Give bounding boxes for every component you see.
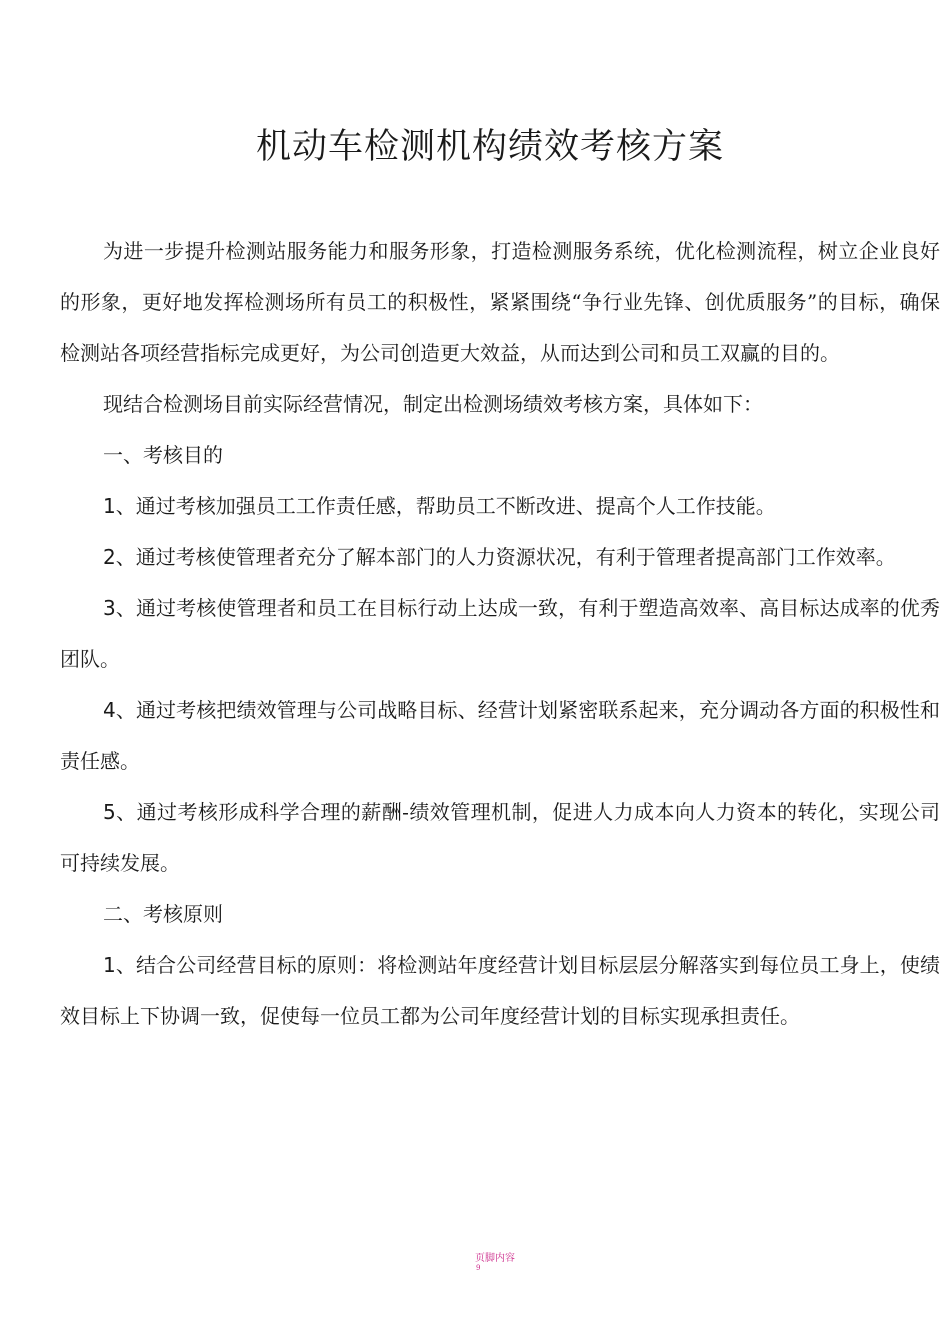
item-text: 、通过考核加强员工工作责任感，帮助员工不断改进、提高个人工作技能。 xyxy=(115,494,776,518)
footer-page-mark: 9 xyxy=(476,1264,481,1272)
document-title: 机动车检测机构绩效考核方案 xyxy=(255,127,724,167)
purpose-item-2 xyxy=(60,532,940,583)
purpose-item-5 xyxy=(60,787,940,889)
section-heading-principles: 二、考核原则 xyxy=(103,902,223,926)
purpose-item-3 xyxy=(60,583,940,685)
item-text: 、通过考核使管理者充分了解本部门的人力资源状况，有利于管理者提高部门工作效率。 xyxy=(115,545,896,569)
item-text: 、通过考核使管理者和员工在目标行动上达成一致，有利于塑造高效率、高目标达成率的优秀团队。 xyxy=(60,596,940,671)
item-number: 3 xyxy=(103,596,116,620)
item-number: 4 xyxy=(103,698,116,722)
item-text: 、通过考核把绩效管理与公司战略目标、经营计划紧密联系起来，充分调动各方面的积极性和责任感。 xyxy=(60,698,940,773)
item-number: 2 xyxy=(103,545,116,569)
intro-paragraph: 为进一步提升检测站服务能力和服务形象，打造检测服务系统，优化检测流程，树立企业良好的形象，更好地发挥检测场所有员工的积极性，紧紧围绕“争行业先锋、创优质服务”的目标，确保检测站各项经营指标完成更好，为公司创造更大效益，从而达到公司和员工双赢的目的。 xyxy=(60,239,940,365)
purpose-item-1 xyxy=(60,481,940,532)
item-text: 、结合公司经营目标的原则：将检测站年度经营计划目标层层分解落实到每位员工身上，使绩效目标上下协调一致，促使每一位员工都为公司年度经营计划的目标实现承担责任。 xyxy=(60,953,940,1028)
item-number: 5 xyxy=(103,800,116,824)
principle-item-1 xyxy=(60,940,940,1042)
item-number: 1 xyxy=(103,953,116,977)
lead-paragraph: 现结合检测场目前实际经营情况，制定出检测场绩效考核方案，具体如下： xyxy=(103,392,763,416)
page-footer: 页脚内容 xyxy=(475,1253,515,1264)
section-heading-purpose: 一、考核目的 xyxy=(103,443,223,467)
document-body xyxy=(60,226,940,1042)
purpose-item-4 xyxy=(60,685,940,787)
item-text: 、通过考核形成科学合理的薪酬-绩效管理机制，促进人力成本向人力资本的转化，实现公司可持续发展。 xyxy=(60,800,940,875)
item-number: 1 xyxy=(103,494,116,518)
